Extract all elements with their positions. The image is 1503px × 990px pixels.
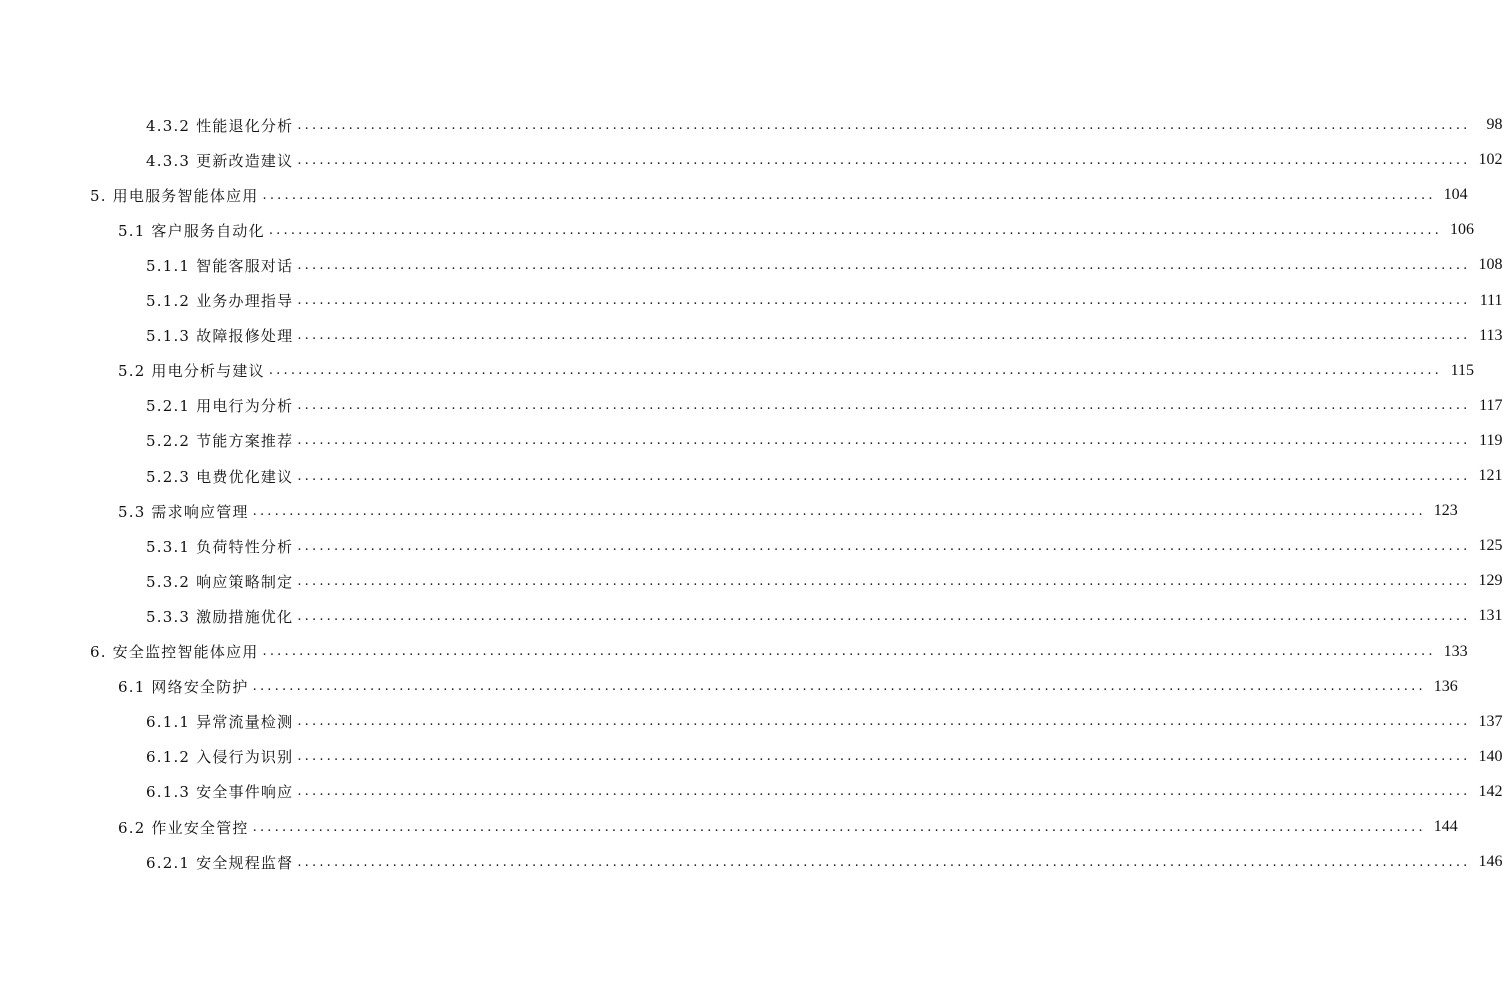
toc-entry[interactable] (146, 148, 1503, 172)
toc-entry-title: 6.1.2 入侵行为识别 (146, 748, 294, 767)
toc-leader-dots: ................................................................................................................................................................ (297, 538, 1471, 554)
toc-leader-dots: ................................................................................................................................................................ (252, 503, 1426, 519)
toc-entry-page: 129 (1478, 572, 1503, 590)
toc-leader-dots: ................................................................................................................................................................ (297, 468, 1471, 484)
toc-entry-page: 125 (1478, 537, 1503, 555)
toc-entry-title: 6.1 网络安全防护 (118, 678, 249, 697)
toc-entry-title: 5.3.1 负荷特性分析 (146, 537, 294, 556)
toc-leader-dots: ................................................................................................................................................................ (297, 714, 1471, 730)
toc-entry-page: 106 (1450, 221, 1474, 239)
toc-leader-dots: ................................................................................................................................................................ (297, 854, 1471, 870)
toc-entry-page: 146 (1478, 853, 1503, 871)
toc-entry-page: 144 (1433, 818, 1458, 835)
toc-entry-title: 5.1.2 业务办理指导 (146, 292, 294, 310)
toc-leader-dots: ................................................................................................................................................................ (297, 257, 1471, 273)
toc-entry[interactable] (146, 289, 1503, 313)
toc-entry-title: 5.1.3 故障报修处理 (146, 327, 294, 346)
toc-entry[interactable] (118, 218, 1474, 242)
toc-entry-page: 104 (1443, 186, 1468, 204)
toc-entry[interactable] (146, 710, 1503, 734)
toc-entry-page: 123 (1433, 502, 1458, 520)
toc-entry-title: 5.2.3 电费优化建议 (146, 467, 294, 486)
toc-entry-title: 6.1.1 异常流量检测 (146, 713, 294, 732)
toc-leader-dots: ................................................................................................................................................................ (297, 573, 1471, 589)
toc-entry-title: 6.2 作业安全管控 (118, 818, 249, 837)
toc-entry[interactable] (146, 253, 1503, 277)
toc-leader-dots: ................................................................................................................................................................ (297, 328, 1471, 344)
toc-entry[interactable] (146, 604, 1503, 628)
toc-entry[interactable] (146, 569, 1503, 593)
toc-leader-dots: ................................................................................................................................................................ (297, 784, 1471, 800)
toc-entry-title: 6.2.1 安全规程监督 (146, 853, 294, 872)
toc-entry[interactable] (146, 113, 1503, 137)
toc-entry-page: 121 (1478, 467, 1503, 484)
toc-entry-title: 5.2 用电分析与建议 (118, 362, 265, 381)
toc-leader-dots: ................................................................................................................................................................ (297, 117, 1471, 133)
toc-leader-dots: ................................................................................................................................................................ (268, 363, 1442, 379)
toc-entry[interactable] (146, 464, 1503, 488)
toc-entry-page: 137 (1478, 712, 1503, 730)
toc-entry-title: 5.1 客户服务自动化 (118, 221, 265, 240)
toc-leader-dots: ................................................................................................................................................................ (297, 749, 1471, 765)
toc-entry[interactable] (118, 499, 1458, 523)
toc-entry[interactable] (118, 359, 1474, 383)
toc-entry-title: 5.3.2 响应策略制定 (146, 572, 294, 591)
toc-entry-title: 4.3.2 性能退化分析 (146, 116, 294, 135)
toc-entry-page: 115 (1450, 361, 1474, 379)
toc-entry[interactable] (146, 534, 1503, 558)
toc-entry[interactable] (146, 429, 1503, 453)
toc-entry-title: 6. 安全监控智能体应用 (90, 643, 259, 661)
toc-entry-title: 5. 用电服务智能体应用 (90, 186, 259, 205)
toc-entry-page: 102 (1478, 151, 1503, 169)
toc-entry[interactable] (146, 324, 1503, 348)
toc-leader-dots: ................................................................................................................................................................ (297, 398, 1471, 414)
toc-entry-page: 98 (1486, 116, 1503, 133)
toc-entry-title: 5.1.1 智能客服对话 (146, 256, 294, 275)
toc-leader-dots: ................................................................................................................................................................ (252, 679, 1426, 695)
toc-entry[interactable] (90, 183, 1468, 207)
toc-entry[interactable] (118, 815, 1458, 839)
toc-entry-page: 142 (1478, 782, 1503, 800)
toc-leader-dots: ................................................................................................................................................................ (297, 608, 1471, 624)
toc-entry-title: 5.3 需求响应管理 (118, 502, 249, 521)
toc-leader-dots: ................................................................................................................................................................ (297, 152, 1471, 168)
toc-entry-page: 108 (1478, 256, 1503, 274)
toc-entry-page: 136 (1433, 677, 1458, 695)
toc-entry-page: 117 (1479, 396, 1503, 414)
toc-entry-page: 113 (1479, 326, 1503, 344)
toc-entry-page: 140 (1478, 747, 1503, 765)
toc-entry-title: 5.2.2 节能方案推荐 (146, 432, 294, 451)
toc-entry-page: 133 (1443, 642, 1468, 660)
toc-entry-title: 5.3.3 激励措施优化 (146, 607, 294, 626)
toc-leader-dots: ................................................................................................................................................................ (262, 187, 1436, 203)
toc-entry-page: 131 (1478, 607, 1503, 625)
toc-entry-page: 119 (1479, 431, 1503, 449)
toc-entry[interactable] (90, 640, 1468, 664)
toc-entry[interactable] (146, 850, 1503, 874)
toc-entry-page: 111 (1479, 291, 1503, 309)
toc-entry[interactable] (118, 675, 1458, 699)
toc-leader-dots: ................................................................................................................................................................ (297, 293, 1471, 308)
toc-leader-dots: ................................................................................................................................................................ (297, 433, 1471, 449)
toc-entry-title: 4.3.3 更新改造建议 (146, 151, 294, 170)
toc-entry-title: 5.2.1 用电行为分析 (146, 397, 294, 416)
toc-leader-dots: ................................................................................................................................................................ (252, 819, 1426, 835)
toc-entry[interactable] (146, 394, 1503, 418)
toc-entry-title: 6.1.3 安全事件响应 (146, 783, 294, 802)
toc-leader-dots: ................................................................................................................................................................ (268, 222, 1442, 238)
toc-entry[interactable] (146, 745, 1503, 769)
toc-leader-dots: ................................................................................................................................................................ (262, 644, 1436, 659)
toc-entry[interactable] (146, 780, 1503, 804)
